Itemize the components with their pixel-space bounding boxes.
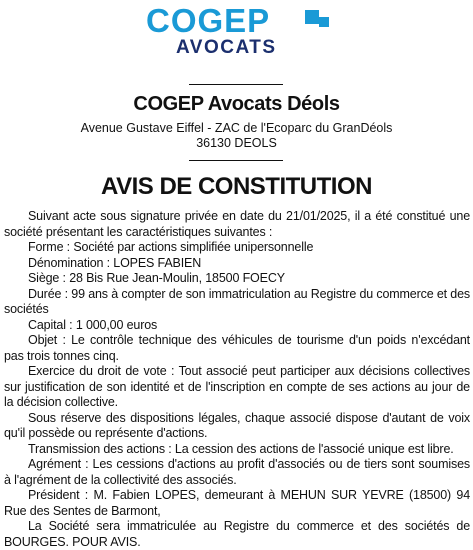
org-name: COGEP Avocats Déols bbox=[133, 93, 340, 115]
intro-paragraph: Suivant acte sous signature privée en date du 21/01/2025, il a été constitué une société présentant les caractéristiques suivantes : bbox=[4, 209, 470, 239]
share-transfer: Transmission des actions : La cession des actions de l'associé unique est libre. bbox=[28, 441, 454, 456]
approval-clause: Agrément : Les cessions d'actions au profit d'associés ou de tiers sont soumises à l'agrément de la collectivité des associés. bbox=[4, 457, 470, 487]
address-line-2: 36130 DEOLS bbox=[196, 136, 277, 150]
registration: La Société sera immatriculée au Registre du commerce et des sociétés de BOURGES. POUR AVIS. bbox=[4, 519, 470, 549]
voting-rights: Exercice du droit de vote : Tout associé peut participer aux décisions collectives sur justification de son identité et de l'inscription en compte de ses actions au jour de la décision collective. bbox=[4, 364, 470, 409]
address-line-1: Avenue Gustave Eiffel - ZAC de l'Ecoparc du GranDéols bbox=[80, 121, 393, 135]
voting-rights-detail: Sous réserve des dispositions légales, chaque associé dispose d'autant de voix qu'il possède ou représente d'actions. bbox=[4, 410, 470, 440]
company-name: Dénomination : LOPES FABIEN bbox=[28, 255, 202, 270]
capital: Capital : 1 000,00 euros bbox=[28, 317, 158, 332]
corporate-purpose: Objet : Le contrôle technique des véhicules de tourisme d'un poids n'excédant pas trois tonnes cinq. bbox=[4, 333, 470, 363]
cogep-logo bbox=[0, 4, 473, 60]
notice-body bbox=[4, 209, 470, 550]
legal-form: Forme : Société par actions simplifiée unipersonnelle bbox=[28, 240, 314, 254]
logo-square-icon bbox=[304, 10, 330, 32]
logo-subtitle: AVOCATS bbox=[176, 37, 277, 58]
duration: Durée : 99 ans à compter de son immatriculation au Registre du commerce et des sociétés bbox=[4, 286, 470, 316]
notice-title: AVIS DE CONSTITUTION bbox=[101, 173, 372, 200]
top-divider bbox=[189, 84, 283, 85]
middle-divider bbox=[189, 160, 283, 161]
president: Président : M. Fabien LOPES, demeurant à MEHUN SUR YEVRE (18500) 94 Rue des Sentes de Barmont, bbox=[4, 488, 470, 518]
logo-wordmark: COGEP bbox=[146, 2, 271, 39]
registered-office: Siège : 28 Bis Rue Jean-Moulin, 18500 FOECY bbox=[28, 271, 285, 285]
org-address bbox=[0, 121, 473, 151]
